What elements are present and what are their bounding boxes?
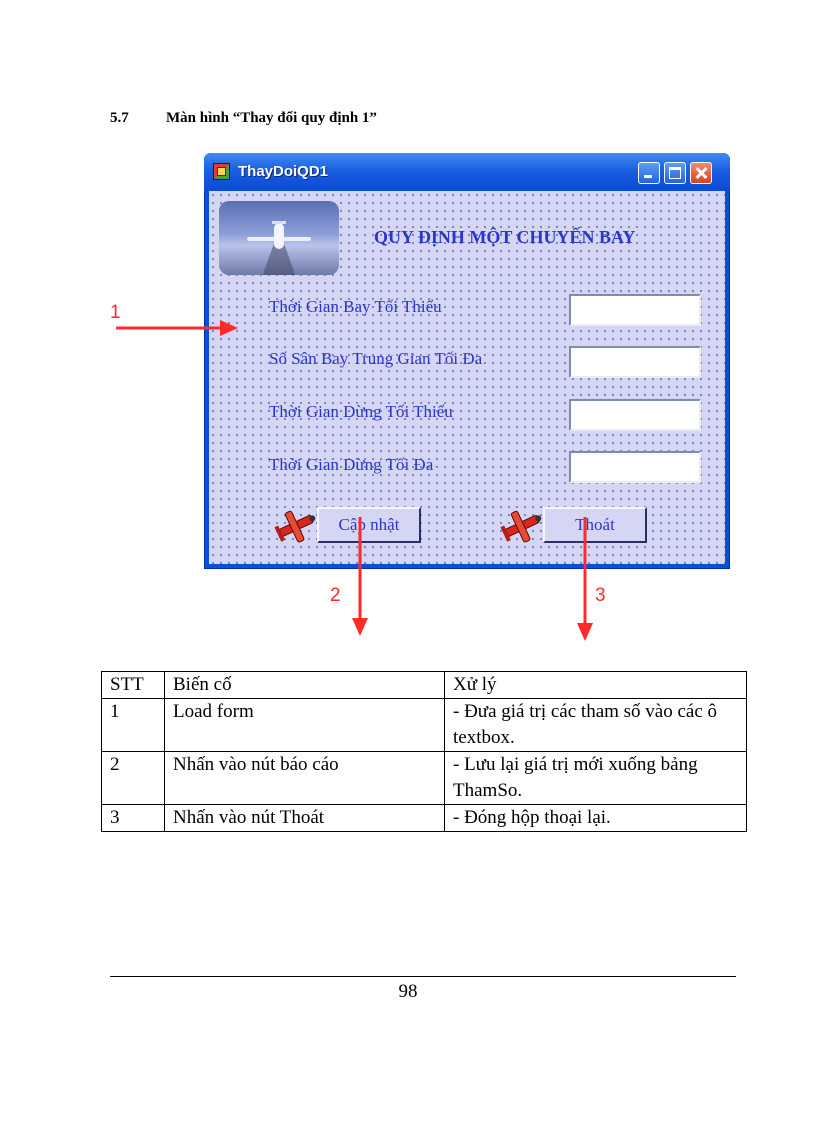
cell-event: Nhấn vào nút báo cáo [165, 752, 445, 805]
label-min-flight-time: Thời Gian Bay Tối Thiểu [269, 297, 442, 316]
arrowhead-2 [352, 618, 368, 636]
table-row [102, 805, 747, 832]
max-stop-time-input[interactable] [569, 451, 701, 483]
cell-event: Load form [165, 699, 445, 752]
events-table [101, 671, 747, 832]
update-button[interactable]: Cập nhật [317, 507, 421, 543]
min-stop-time-input[interactable] [569, 399, 701, 431]
close-icon[interactable] [690, 162, 712, 184]
section-title: Màn hình “Thay đổi quy định 1” [166, 110, 377, 126]
cell-handling: - Đóng hộp thoại lại. [445, 805, 747, 832]
exit-button[interactable]: Thoát [543, 507, 647, 543]
arrowhead-3 [577, 623, 593, 641]
window-title: ThayDoiQD1 [238, 163, 329, 180]
app-icon [213, 163, 230, 180]
table-row [102, 699, 747, 752]
callout-label-3: 3 [595, 585, 606, 606]
callout-label-2: 2 [330, 585, 341, 606]
cell-handling: - Đưa giá trị các tham số vào các ô textbox. [445, 699, 747, 752]
callout-label-1: 1 [110, 302, 121, 323]
maximize-icon[interactable] [664, 162, 686, 184]
header-handling: Xử lý [445, 672, 747, 699]
form-window [204, 153, 730, 569]
minimize-icon[interactable] [638, 162, 660, 184]
cell-stt: 3 [102, 805, 165, 832]
header-stt: STT [102, 672, 165, 699]
page-number: 98 [398, 981, 418, 1002]
section-number: 5.7 [110, 110, 129, 126]
airplane-image [219, 201, 339, 275]
max-stopover-airports-input[interactable] [569, 346, 701, 378]
title-bar[interactable] [204, 153, 730, 191]
label-min-stop-time: Thời Gian Dừng Tối Thiểu [269, 402, 453, 421]
cell-stt: 2 [102, 752, 165, 805]
airplane-icon [273, 507, 319, 545]
form-client-area [209, 191, 725, 564]
label-max-stop-time: Thời Gian Dừng Tối Đa [269, 455, 434, 474]
table-header-row [102, 672, 747, 699]
cell-event: Nhấn vào nút Thoát [165, 805, 445, 832]
table-row [102, 752, 747, 805]
min-flight-time-input[interactable] [569, 294, 701, 326]
airplane-icon [499, 507, 545, 545]
footer-divider [110, 976, 736, 977]
cell-stt: 1 [102, 699, 165, 752]
label-max-stopover-airports: Số Sân Bay Trung Gian Tối Đa [269, 349, 483, 368]
form-title: QUY ĐỊNH MỘT CHUYẾN BAY [374, 227, 636, 247]
cell-handling: - Lưu lại giá trị mới xuống bảng ThamSo. [445, 752, 747, 805]
header-event: Biến cố [165, 672, 445, 699]
